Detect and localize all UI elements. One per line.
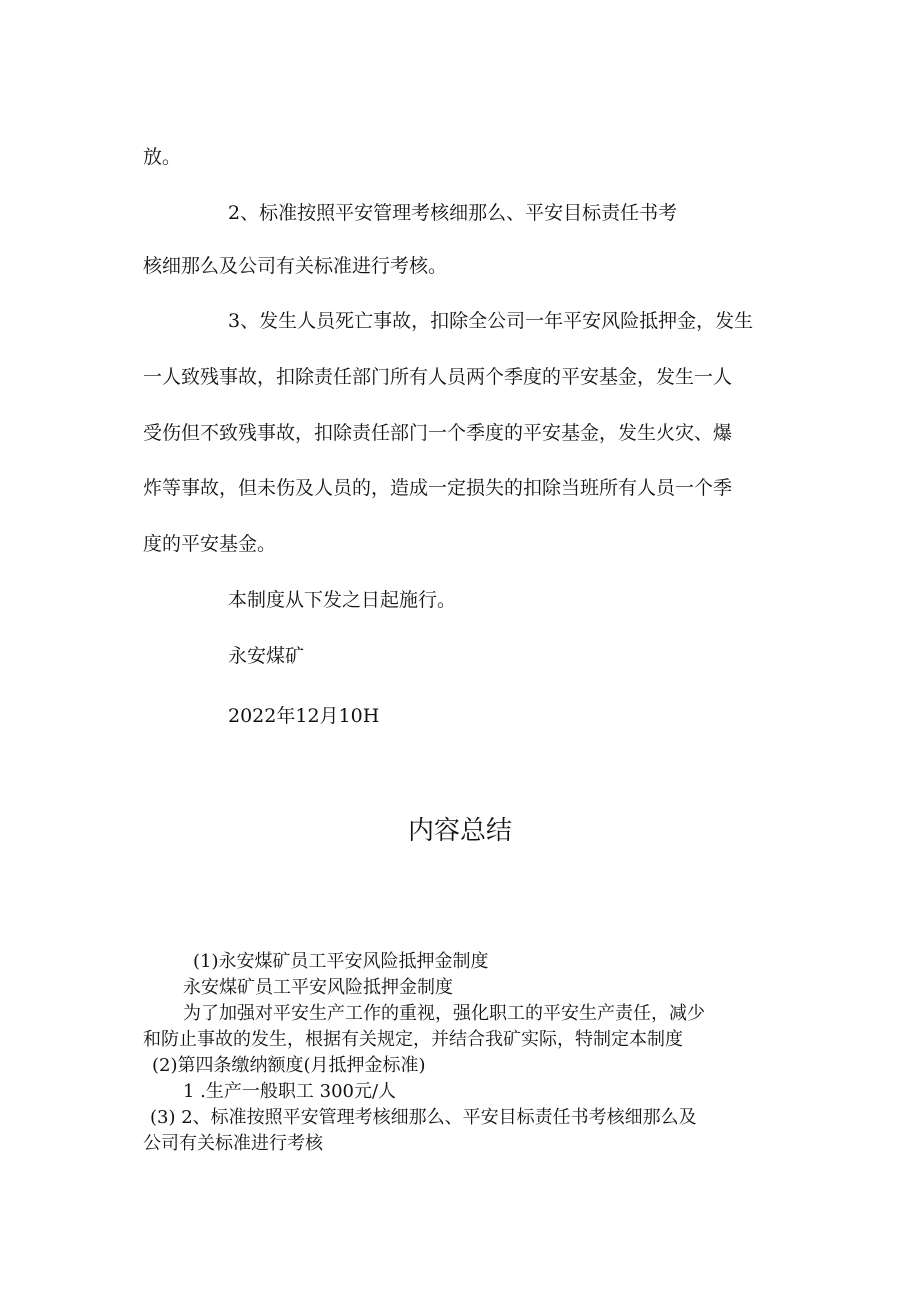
summary-line: (1)永安煤矿员工平安风险抵押金制度 [193,951,489,972]
paragraph-line: 放。 [143,146,182,168]
summary-line: 永安煤矿员工平安风险抵押金制度 [183,977,453,998]
summary-line: 1 .生产一般职工 300元/人 [183,1081,397,1102]
signature-org: 永安煤矿 [228,645,305,667]
summary-line: 和防止事故的发生，根据有关规定，并结合我矿实际，特制定本制度 [143,1029,683,1050]
paragraph-line: 3、发生人员死亡事故，扣除全公司一年平安风险抵押金，发生 [228,310,754,332]
paragraph-line: 炸等事故，但未伤及人员的，造成一定损失的扣除当班所有人员一个季 [143,477,733,499]
signature-date: 2022年12月10H [228,705,380,727]
paragraph-line: 2、标准按照平安管理考核细那么、平安目标责任书考 [228,202,678,224]
summary-line: 为了加强对平安生产工作的重视，强化职工的平安生产责任，减少 [183,1003,705,1024]
summary-line: (3) 2、标准按照平安管理考核细那么、平安目标责任书考核细那么及 [150,1107,697,1128]
paragraph-line: 一人致残事故，扣除责任部门所有人员两个季度的平安基金，发生一人 [143,366,733,388]
summary-line: 公司有关标准进行考核 [143,1133,323,1154]
summary-title: 内容总结 [407,816,512,846]
effective-statement: 本制度从下发之日起施行。 [228,589,457,611]
paragraph-line: 受伤但不致残事故，扣除责任部门一个季度的平安基金，发生火灾、爆 [143,422,733,444]
paragraph-line: 度的平安基金。 [143,533,277,555]
summary-line: (2)第四条缴纳额度(月抵押金标准) [152,1055,426,1076]
paragraph-line: 核细那么及公司有关标准进行考核。 [143,255,448,277]
